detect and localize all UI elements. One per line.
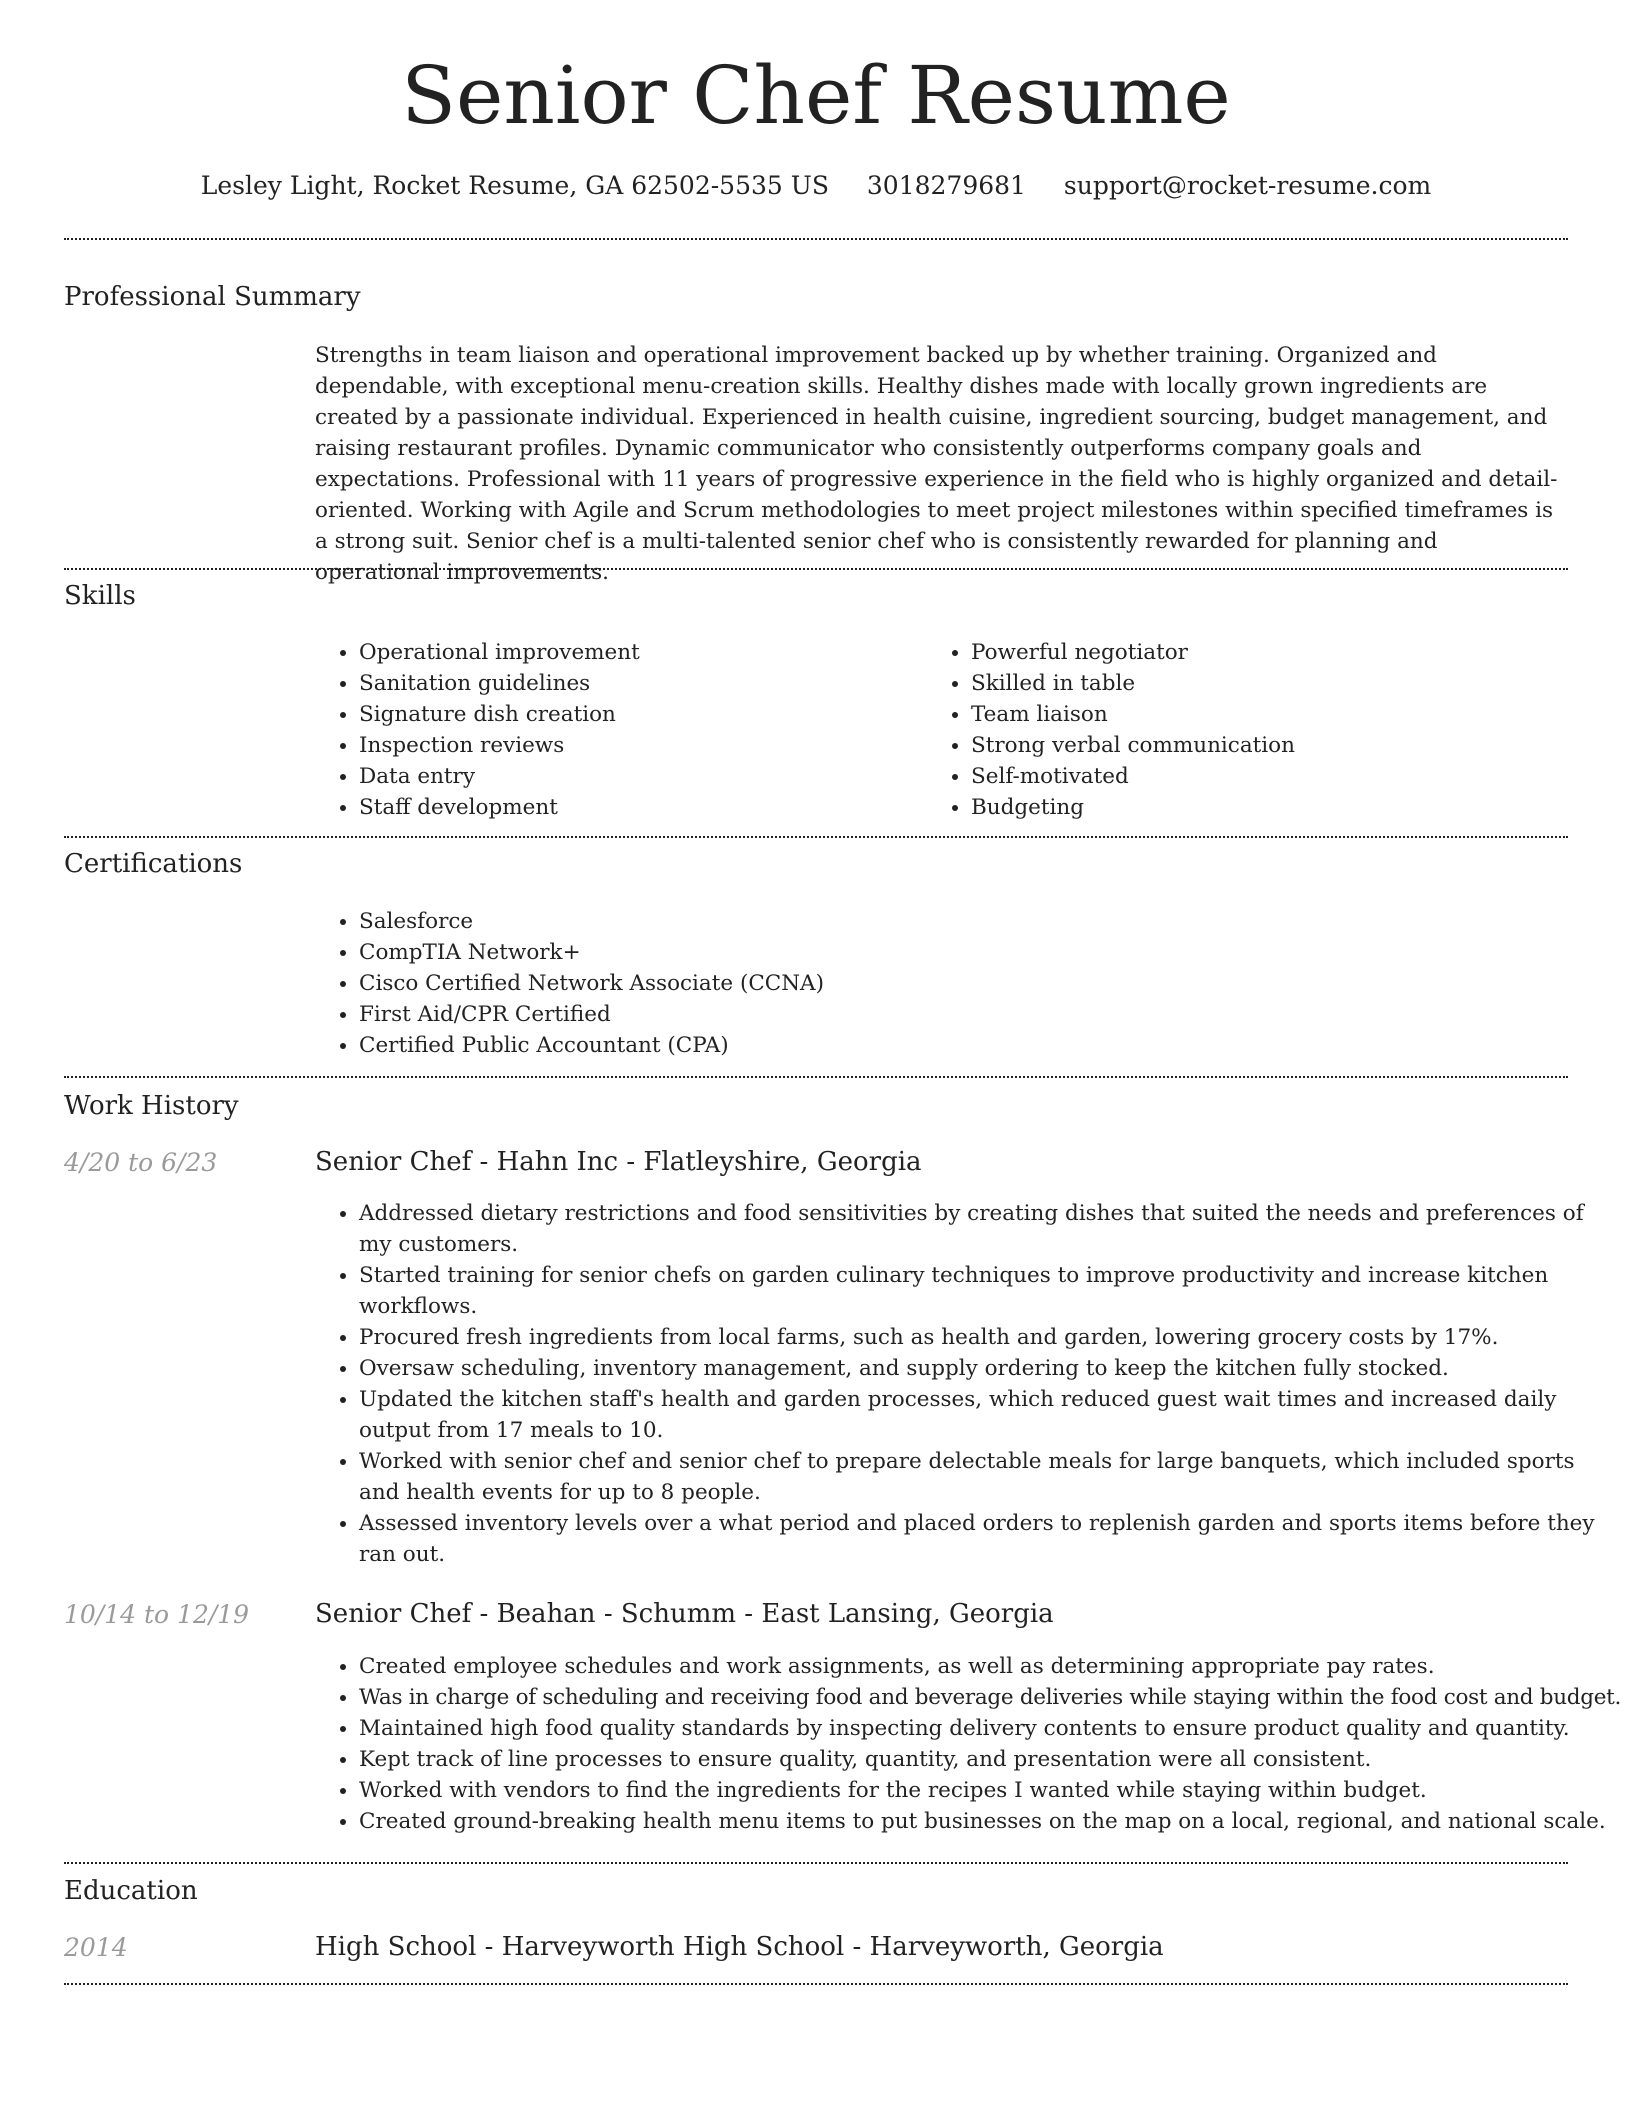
list-item: • Team liaison bbox=[971, 699, 1571, 730]
job-title: Senior Chef - Beahan - Schumm - East Lansing, Georgia bbox=[315, 1599, 1054, 1629]
list-item: • Updated the kitchen staff's health and garden processes, which reduced guest wait times and increased daily output from 17 meals to 10. bbox=[359, 1384, 1599, 1446]
certifications-list bbox=[315, 906, 1559, 1061]
list-item: • Worked with vendors to find the ingredients for the recipes I wanted while staying within budget. bbox=[359, 1775, 1619, 1806]
list-item: • Data entry bbox=[359, 761, 919, 792]
list-item: • Assessed inventory levels over a what period and placed orders to replenish garden and sports items before they ran out. bbox=[359, 1508, 1599, 1570]
list-item: • Self-motivated bbox=[971, 761, 1571, 792]
list-item: • CompTIA Network+ bbox=[359, 937, 1559, 968]
list-item: • Was in charge of scheduling and receiving food and beverage deliveries while staying within the food cost and budget. bbox=[359, 1682, 1619, 1713]
job-dates: 4/20 to 6/23 bbox=[64, 1148, 218, 1177]
section-heading-work-history: Work History bbox=[64, 1091, 239, 1121]
list-item: • Sanitation guidelines bbox=[359, 668, 919, 699]
list-item: • Cisco Certified Network Associate (CCNA) bbox=[359, 968, 1559, 999]
divider bbox=[64, 1983, 1568, 1985]
list-item: • Created ground-breaking health menu items to put businesses on the map on a local, regional, and national scale. bbox=[359, 1806, 1619, 1837]
divider bbox=[64, 836, 1568, 838]
divider bbox=[64, 568, 1568, 570]
list-item: • Worked with senior chef and senior chef to prepare delectable meals for large banquets, which included sports and health events for up to 8 people. bbox=[359, 1446, 1599, 1508]
list-item: • Operational improvement bbox=[359, 637, 919, 668]
list-item: • Maintained high food quality standards by inspecting delivery contents to ensure product quality and quantity. bbox=[359, 1713, 1619, 1744]
page-title: Senior Chef Resume bbox=[401, 49, 1231, 142]
list-item: • Inspection reviews bbox=[359, 730, 919, 761]
list-item: • Oversaw scheduling, inventory management, and supply ordering to keep the kitchen fully stocked. bbox=[359, 1353, 1599, 1384]
section-heading-certifications: Certifications bbox=[64, 849, 243, 879]
list-item: • Strong verbal communication bbox=[971, 730, 1571, 761]
job-bullets bbox=[315, 1198, 1599, 1570]
list-item: • Budgeting bbox=[971, 792, 1571, 823]
skills-list-left bbox=[315, 637, 919, 823]
list-item: • Staff development bbox=[359, 792, 919, 823]
section-heading-education: Education bbox=[64, 1876, 198, 1906]
section-heading-summary: Professional Summary bbox=[64, 282, 361, 312]
list-item: • Kept track of line processes to ensure quality, quantity, and presentation were all consistent. bbox=[359, 1744, 1619, 1775]
skills-list-right bbox=[927, 637, 1571, 823]
list-item: • Certified Public Accountant (CPA) bbox=[359, 1030, 1559, 1061]
list-item: • Procured fresh ingredients from local farms, such as health and garden, lowering grocery costs by 17%. bbox=[359, 1322, 1599, 1353]
section-heading-skills: Skills bbox=[64, 581, 136, 611]
divider bbox=[64, 1862, 1568, 1864]
divider bbox=[64, 1076, 1568, 1078]
list-item: • Salesforce bbox=[359, 906, 1559, 937]
list-item: • Created employee schedules and work assignments, as well as determining appropriate pay rates. bbox=[359, 1651, 1619, 1682]
summary-text: Strengths in team liaison and operational improvement backed up by whether training. Organized and dependable, with exceptional menu-creation skills. Healthy dishes made with locally grown ingredients are created by a passionate individual. Experienced in health cuisine, ingredient sourcing, budget management, and raising restaurant profiles. Dynamic communicator who consistently outperforms company goals and expectations. Professional with 11 years of progressive experience in the field who is highly organized and detail-oriented. Working with Agile and Scrum methodologies to meet project milestones within specified timeframes is a strong suit. Senior chef is a multi-talented senior chef who is consistently rewarded for planning and operational improvements. bbox=[315, 343, 1558, 585]
list-item: • Powerful negotiator bbox=[971, 637, 1571, 668]
contact-phone: 3018279681 bbox=[866, 171, 1026, 200]
list-item: • Started training for senior chefs on garden culinary techniques to improve productivity and increase kitchen workflows. bbox=[359, 1260, 1599, 1322]
contact-email: support@rocket-resume.com bbox=[1063, 171, 1432, 200]
list-item: • First Aid/CPR Certified bbox=[359, 999, 1559, 1030]
job-title: Senior Chef - Hahn Inc - Flatleyshire, Georgia bbox=[315, 1147, 922, 1177]
contact-address: Lesley Light, Rocket Resume, GA 62502-5535 US bbox=[200, 171, 829, 200]
education-year: 2014 bbox=[64, 1933, 128, 1962]
divider bbox=[64, 238, 1568, 240]
list-item: • Skilled in table bbox=[971, 668, 1571, 699]
contact-line bbox=[0, 171, 1632, 200]
list-item: • Addressed dietary restrictions and food sensitivities by creating dishes that suited the needs and preferences of my customers. bbox=[359, 1198, 1599, 1260]
list-item: • Signature dish creation bbox=[359, 699, 919, 730]
job-dates: 10/14 to 12/19 bbox=[64, 1600, 250, 1629]
job-bullets bbox=[315, 1651, 1619, 1837]
education-title: High School - Harveyworth High School - Harveyworth, Georgia bbox=[315, 1932, 1164, 1962]
